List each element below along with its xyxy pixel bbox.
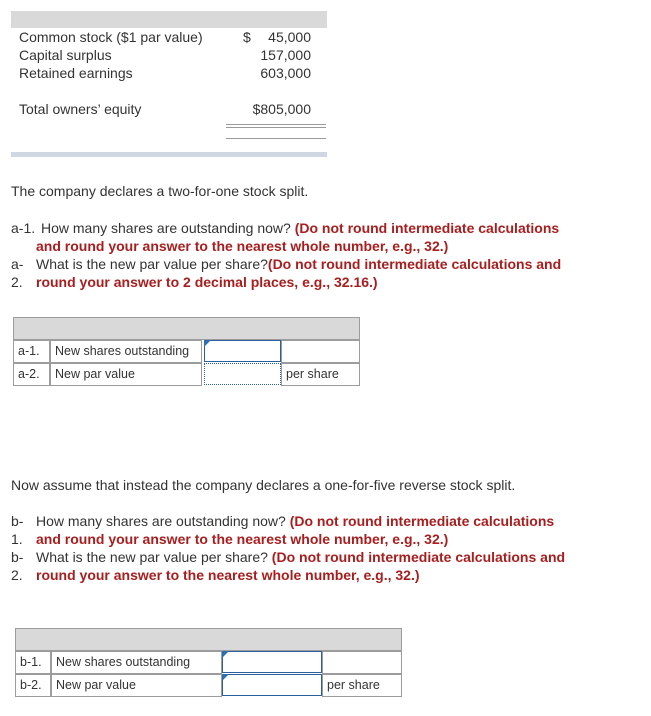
equity-total-value: $805,000	[252, 101, 311, 117]
new-shares-outstanding-a-input[interactable]	[204, 340, 281, 362]
question-a2	[11, 255, 641, 291]
input-flag-icon	[222, 674, 229, 681]
new-shares-outstanding-b-input[interactable]	[222, 651, 322, 673]
equity-table-header	[11, 11, 327, 28]
question-prefix: a-	[11, 256, 24, 272]
question-instruction: (Do not round intermediate calculations	[289, 513, 555, 529]
new-par-value-b-input[interactable]	[222, 674, 322, 696]
question-prefix: b-	[11, 549, 24, 565]
equity-table-footer	[11, 152, 327, 157]
new-par-value-b-wrapper	[222, 674, 322, 697]
part-a-intro: The company declares a two-for-one stock split.	[11, 183, 309, 199]
question-text: What is the new par value per share?	[36, 256, 268, 272]
equity-total-label: Total owners’ equity	[19, 101, 142, 117]
input-flag-icon	[204, 340, 211, 347]
question-prefix: 1.	[11, 531, 23, 547]
question-instruction: (Do not round intermediate calculations and	[271, 549, 566, 565]
question-b1	[11, 512, 641, 548]
answer-table-b-header	[15, 628, 402, 651]
question-instruction: round your answer to 2 decimal places, e.g., 32.16.)	[36, 274, 378, 290]
equity-value: 157,000	[260, 47, 311, 63]
new-par-value-a-input[interactable]	[204, 363, 281, 385]
total-underline	[226, 124, 326, 125]
row-prefix: b-2.	[15, 674, 51, 697]
row-prefix: a-1.	[13, 340, 50, 363]
new-shares-outstanding-a-wrapper	[204, 340, 281, 363]
question-a1	[11, 219, 641, 255]
equity-currency: $	[243, 29, 251, 45]
new-par-value-a-wrapper	[204, 363, 281, 386]
question-b2	[11, 548, 641, 584]
answer-table-a-header	[13, 317, 360, 340]
question-prefix: 2.	[11, 274, 23, 290]
unit-label: per share	[281, 363, 360, 386]
row-prefix: b-1.	[15, 651, 51, 674]
unit-cell-empty	[322, 651, 402, 674]
equity-row-common-stock	[19, 28, 315, 46]
question-instruction: (Do not round intermediate calculations	[294, 220, 560, 236]
row-label: New par value	[50, 363, 202, 386]
question-text: How many shares are outstanding now?	[41, 220, 295, 236]
equity-label: Retained earnings	[19, 65, 133, 81]
row-prefix: a-2.	[13, 363, 50, 386]
equity-row-capital-surplus	[19, 46, 315, 64]
question-text: How many shares are outstanding now?	[36, 513, 290, 529]
question-prefix: a-1.	[11, 220, 36, 236]
question-instruction: round your answer to the nearest whole number, e.g., 32.)	[36, 567, 420, 583]
question-instruction: and round your answer to the nearest whole number, e.g., 32.)	[36, 531, 449, 547]
total-underline-lower	[226, 138, 326, 139]
equity-label: Common stock ($1 par value)	[19, 29, 203, 45]
equity-value: 45,000	[268, 29, 311, 45]
question-instruction: and round your answer to the nearest whole number, e.g., 32.)	[36, 238, 449, 254]
question-prefix: 2.	[11, 567, 23, 583]
equity-row-total	[19, 100, 315, 118]
part-b-intro: Now assume that instead the company declares a one-for-five reverse stock split.	[11, 477, 516, 493]
equity-row-retained-earnings	[19, 64, 315, 82]
equity-label: Capital surplus	[19, 47, 112, 63]
equity-value: 603,000	[260, 65, 311, 81]
row-label: New par value	[51, 674, 222, 697]
unit-cell-empty	[281, 340, 360, 363]
question-instruction: (Do not round intermediate calculations and	[267, 256, 562, 272]
unit-label: per share	[322, 674, 402, 697]
question-prefix: b-	[11, 513, 24, 529]
question-text: What is the new par value per share?	[36, 549, 272, 565]
row-label: New shares outstanding	[50, 340, 202, 363]
input-flag-icon	[222, 651, 229, 658]
total-double-underline	[226, 127, 326, 128]
new-shares-outstanding-b-wrapper	[222, 651, 322, 674]
row-label: New shares outstanding	[51, 651, 222, 674]
